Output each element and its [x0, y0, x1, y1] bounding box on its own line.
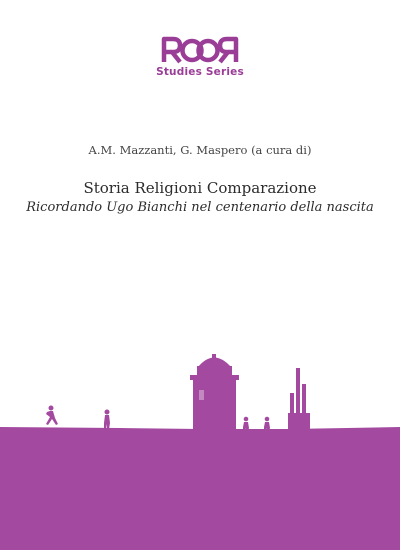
roor-logo-mark — [160, 36, 240, 64]
landscape-illustration — [0, 340, 400, 550]
chimneys — [288, 368, 310, 430]
domed-building — [190, 354, 239, 431]
book-title: Storia Religioni Comparazione — [83, 179, 317, 197]
walking-figure-3 — [264, 417, 270, 431]
walking-figure-2 — [243, 417, 249, 431]
book-editors: A.M. Mazzanti, G. Maspero (a cura di) — [88, 143, 312, 157]
book-subtitle: Ricordando Ugo Bianchi nel centenario della nascita — [26, 200, 374, 215]
ground — [0, 427, 400, 550]
series-name: Studies Series — [156, 66, 244, 78]
standing-figure — [104, 410, 110, 430]
publisher-logo — [0, 36, 400, 78]
running-figure-1 — [46, 406, 58, 426]
